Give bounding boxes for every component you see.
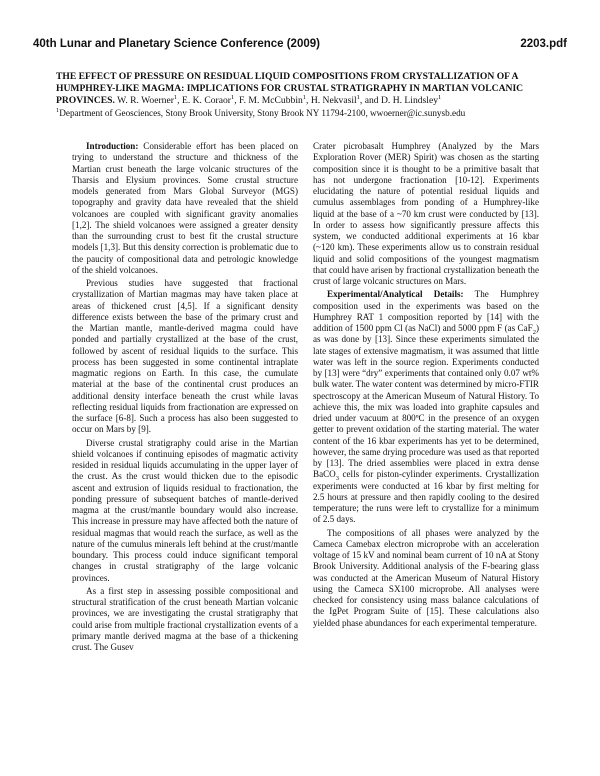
section-heading-experimental: Experimental/Analytical Details: xyxy=(327,289,464,300)
title-and-authors xyxy=(56,71,546,107)
author-name: F. M. McCubbin xyxy=(239,95,303,106)
subscript: 2 xyxy=(532,328,536,336)
right-column xyxy=(313,141,539,631)
author-affil-mark: 1 xyxy=(438,93,442,101)
left-column xyxy=(72,141,298,655)
author-name: H. Nekvasil xyxy=(310,95,357,106)
title-block xyxy=(56,71,546,119)
author-name: W. R. Woerner xyxy=(117,95,174,106)
affiliation-text: Department of Geosciences, Stony Brook University, Stony Brook NY 11794-2100, wwoerner@ic.sunysb.edu xyxy=(59,108,466,118)
affiliation xyxy=(56,107,546,119)
author-name: E. K. Coraor xyxy=(181,95,231,106)
experimental-paragraph xyxy=(313,289,539,525)
paragraph: The compositions of all phases were analyzed by the Cameca Camebax electron microprobe with an acceleration voltage of 15 kV and nominal beam current of 10 nA at Stony Brook University. Additional analysis of the F-bearing glass was conducted at the American Museum of Natural History using the Cameca SX100 microprobe. All analyses were checked for consistency using mass balance calculations of the IgPet Program Suite of [15]. These calculations also yielded phase abundances for each experimental temperature. xyxy=(313,527,539,628)
paragraph-text: ) as was done by [13]. Since these experiments simulated the late stages of extensive magmatism, it was assumed that little water was left in the source region. Experiments conducted by [13] were “dry” experiments that contained only 0.07 wt% bulk water. The water content was determined by micro-FTIR spectroscopy at the American Museum of Natural History. To achieve this, the mix was loaded into graphite capsules and dried under vacuum at 800ºC in the presence of an oxygen getter to prevent oxidation of the starting material. The water content of the 16 kbar experiments has yet to be determined, however, the same drying procedure was used as that reported by [13]. The dried assemblies were placed in extra dense BaCO xyxy=(313,323,539,480)
paragraph: Previous studies have suggested that fractional crystallization of Martian magmas may have taken place at areas of thickened crust [4,5]. If a significant density difference exists between the base of the primary crust and the Martian mantle, mantle-derived magma could have ponded and partially crystallized at the base of the crust, followed by ascent of residual liquids to the surface. This process has been suggested in some continental intraplate magmatic regions on Earth. In this case, the cumulate material at the base of the continental crust produces an additional density interface beneath the crust while lavas reflecting residual liquids from fractionation are expressed on the surface [6-8]. Such a process has also been suggested to occur on Mars by [9]. xyxy=(72,278,298,435)
paragraph-text: Considerable effort has been placed on trying to understand the structure and thickness of the Martian crust beneath the large volcanic structures of the Tharsis and Elysium provinces. Some crustal structure models generated from Mars Global Surveyor (MGS) topography and gravity data have revealed that the shield volcanoes are coupled with significant gravity anomalies [1,2]. The shield volcanoes were assigned a greater density than the surrounding crust to best fit the crustal structure models [1,3]. But this density correction is problematic due to the paucity of compositional data and petrologic knowledge of the shield volcanoes. xyxy=(72,141,298,275)
author-affil-mark: 1 xyxy=(356,93,360,101)
section-heading-introduction: Introduction: xyxy=(86,141,139,151)
author-affil-mark: 1 xyxy=(173,93,178,101)
author-name: D. H. Lindsley xyxy=(380,95,438,106)
paragraph: Crater picrobasalt Humphrey (Analyzed by the Mars Exploration Rover (MER) Spirit) was chosen as the starting composition since it is thought to be a primitive basalt that has not undergone fractionation [10-12]. Experiments elucidating the nature of potential residual liquids and cumulus assemblages from ponding of a Humphrey-like liquid at the base of a ~70 km crust were conducted by [13]. In order to assess how significantly pressure affects this system, we conducted additional experiments at 16 kbar (~120 km). These experiments allow us to constrain residual liquid and solid compositions of the youngest magmatism that could have arisen by fractional crystallization beneath the crust of large volcanic structures on Mars. xyxy=(313,141,539,286)
author-affil-mark: 1 xyxy=(302,93,307,101)
author-affil-mark: 1 xyxy=(231,93,235,101)
paragraph: As a first step in assessing possible compositional and structural stratification of the crust beneath Martian volcanic provinces, we are investigating the crustal stratigraphy that could arise from multiple fractional crystallization events of a primary mantle derived magma at the base of a thickening crust. The Gusev xyxy=(72,585,298,652)
paragraph: Diverse crustal stratigraphy could arise in the Martian shield volcanoes if continuing episodes of magmatic activity resided in residual liquids accumulating in the upper layer of the crust. As the crust would thicken due to the episodic ascent and extrusion of liquids residual to fractionation, the ponding pressure of subsequent batches of mantle-derived magma at the crust/mantle boundary would also increase. This increase in pressure may have affected both the nature of residual magmas that would reach the surface, as well as the nature of the cumulus minerals left behind at the crust/mantle boundary. This process could induce significant temporal changes in crustal stratigraphy of the large volcanic provinces. xyxy=(72,437,298,583)
page-id: 2203.pdf xyxy=(520,38,567,50)
conference-name: 40th Lunar and Planetary Science Conference (2009) xyxy=(33,38,320,50)
affil-mark: 1 xyxy=(56,106,60,114)
subscript: 3 xyxy=(335,475,339,483)
page-header xyxy=(33,37,567,51)
paragraph-text: The Humphrey composition used in the experiments was based on the Humphrey RAT 1 composition reported by [14] with the addition of 1500 ppm Cl (as NaCl) and 5000 ppm F (as CaF xyxy=(313,289,539,333)
author-list: W. R. Woerner$^1$, E. K. Coraor$^1$, F. M. McCubbin$^1$, H. Nekvasil$^1$, and D. H. Lindsley$^1$ xyxy=(117,93,442,106)
paragraph-text: cells for piston-cylinder experiments. Crystallization experiments were conducted at 16 kbar by first melting for 2.5 hours at pressure and then rapidly cooling to the desired temperature; the runs were left to crystallize for a minimum of 2.5 days. xyxy=(313,469,539,525)
paper-title: THE EFFECT OF PRESSURE ON RESIDUAL LIQUID COMPOSITIONS FROM CRYSTALLIZATION OF A HUMPHREY-LIKE MAGMA: IMPLICATIONS FOR CRUSTAL STRATIGRAPHY IN MARTIAN VOLCANIC PROVINCES. xyxy=(56,71,524,106)
intro-paragraph xyxy=(72,141,298,276)
